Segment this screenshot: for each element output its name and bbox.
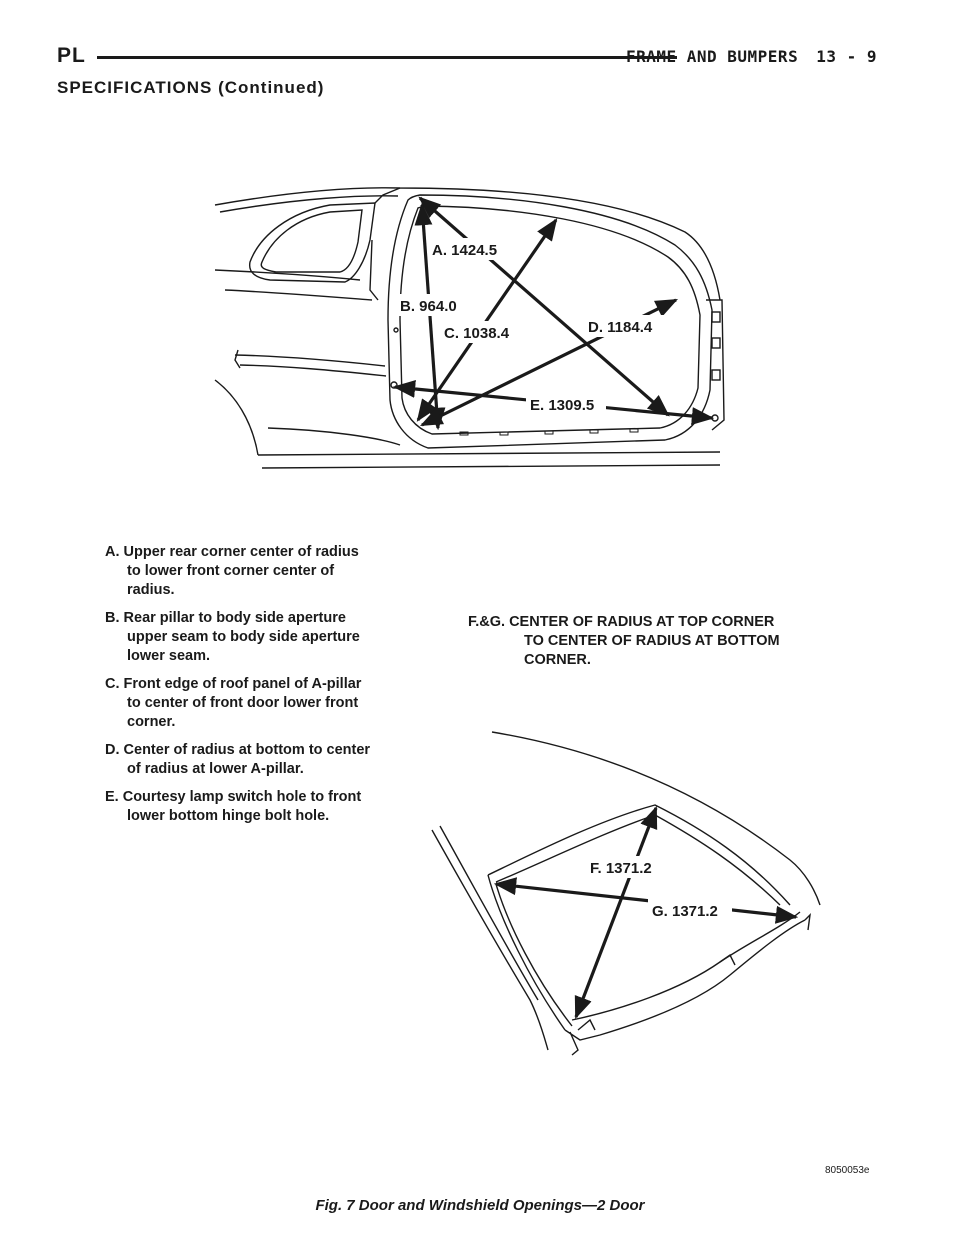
windshield-measurement-labels xyxy=(586,856,732,921)
windshield-measurement-arrows xyxy=(496,808,796,1017)
windshield-note-text: F.&G. CENTER OF RADIUS AT TOP CORNER TO CENTER OF RADIUS AT BOTTOM CORNER. xyxy=(468,614,780,668)
legend-item-d: D. Center of radius at bottom to center of radius at lower A-pillar. xyxy=(105,742,371,777)
legend-item-e: E. Courtesy lamp switch hole to front lower bottom hinge bolt hole. xyxy=(105,789,362,824)
measurement-g-label: G. 1371.2 xyxy=(652,903,718,920)
windshield-note xyxy=(468,613,788,670)
figure-caption: Fig. 7 Door and Windshield Openings—2 Door xyxy=(315,1197,645,1214)
windshield-opening-drawing xyxy=(432,732,820,1055)
arrow-g xyxy=(496,884,796,917)
figure-id: 8050053e xyxy=(825,1165,870,1176)
measurement-c-label: C. 1038.4 xyxy=(444,325,510,342)
section-title: SPECIFICATIONS (Continued) xyxy=(57,78,325,97)
measurement-e-label: E. 1309.5 xyxy=(530,397,595,414)
header-vehicle-code: PL xyxy=(57,44,86,67)
measurement-b-label: B. 964.0 xyxy=(400,298,457,315)
measurement-f-label: F. 1371.2 xyxy=(590,860,652,877)
header-chapter-title: FRAME AND BUMPERS xyxy=(625,47,799,66)
header-page-number: 13 - 9 xyxy=(816,47,877,66)
measurement-a-label: A. 1424.5 xyxy=(432,242,498,259)
legend-item-c: C. Front edge of roof panel of A-pillar to center of front door lower front corner. xyxy=(105,676,362,730)
legend-item-a: A. Upper rear corner center of radius to lower front corner center of radius. xyxy=(105,544,359,598)
measurement-legend xyxy=(103,543,373,835)
legend-item-b: B. Rear pillar to body side aperture upper seam to body side aperture lower seam. xyxy=(105,610,360,664)
arrow-f xyxy=(576,808,656,1017)
measurement-d-label: D. 1184.4 xyxy=(588,319,653,336)
door-measurement-labels xyxy=(396,238,670,415)
